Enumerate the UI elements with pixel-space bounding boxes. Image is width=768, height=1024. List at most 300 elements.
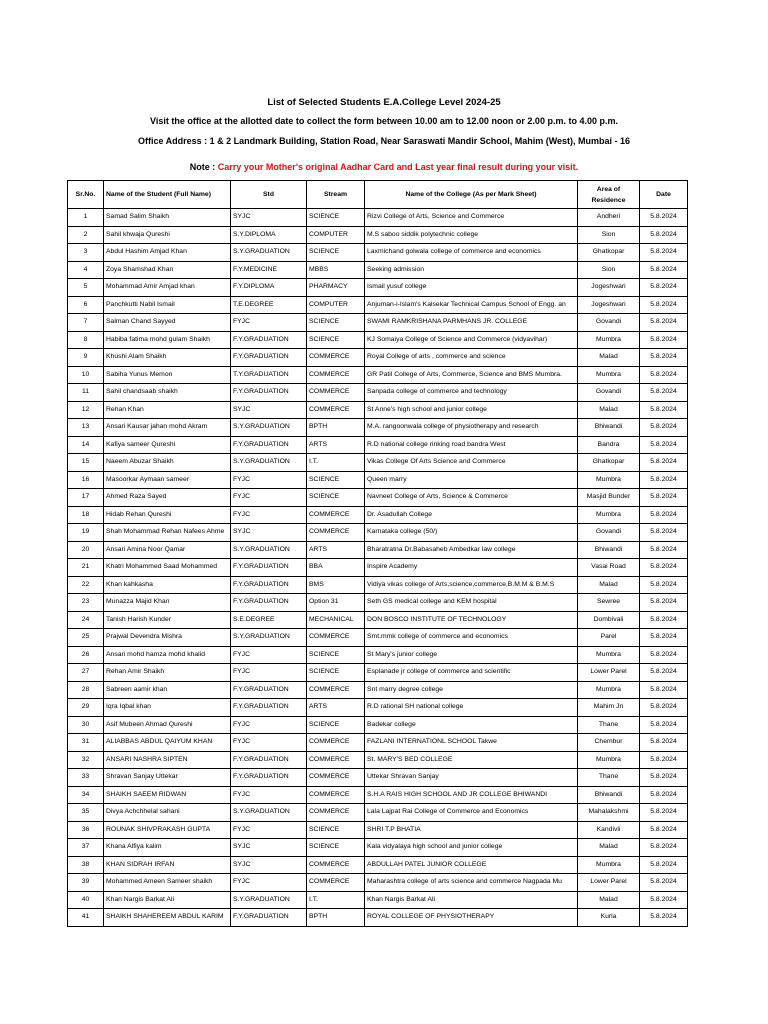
cell-student-name: Masoorkar Aymaan sameer <box>104 471 231 489</box>
cell-date: 5.8.2024 <box>640 909 688 927</box>
cell-stream: Option 31 <box>307 594 365 612</box>
cell-student-name: SHAIKH SHAHEREEM ABDUL KARIM <box>104 909 231 927</box>
cell-student-name: Ansari Amina Noor Qamar <box>104 541 231 559</box>
cell-std: SYJC <box>231 856 307 874</box>
table-row <box>68 804 688 822</box>
cell-student-name: ANSARI NASHRA SIPTEN <box>104 751 231 769</box>
cell-stream: BPTH <box>307 909 365 927</box>
cell-area: Govandi <box>578 524 640 542</box>
cell-std: F.Y.GRADUATION <box>231 751 307 769</box>
cell-date: 5.8.2024 <box>640 349 688 367</box>
cell-stream: COMMERCE <box>307 769 365 787</box>
office-address: Office Address : 1 & 2 Landmark Building, Station Road, Near Saraswati Mandir School, Mahim (West), Mumbai - 16 <box>137 136 631 146</box>
cell-area: Lower Parel <box>578 664 640 682</box>
cell-stream: COMMERCE <box>307 734 365 752</box>
cell-area: Mumbra <box>578 751 640 769</box>
cell-date: 5.8.2024 <box>640 366 688 384</box>
cell-date: 5.8.2024 <box>640 436 688 454</box>
cell-area: Mumbra <box>578 506 640 524</box>
cell-stream: COMMERCE <box>307 751 365 769</box>
cell-student-name: SHAIKH SAEEM RIDWAN <box>104 786 231 804</box>
cell-srno: 27 <box>68 664 104 682</box>
table-row <box>68 331 688 349</box>
cell-college: GR Patil College of Arts, Commerce, Science and BMS Mumbra. <box>365 366 578 384</box>
cell-stream: BMS <box>307 576 365 594</box>
page-title: List of Selected Students E.A.College Level 2024-25 <box>267 97 501 108</box>
cell-date: 5.8.2024 <box>640 646 688 664</box>
cell-area: Thane <box>578 769 640 787</box>
cell-college: Kala vidyalaya high school and junior college <box>365 839 578 857</box>
cell-stream: SCIENCE <box>307 489 365 507</box>
cell-srno: 10 <box>68 366 104 384</box>
cell-std: FYJC <box>231 506 307 524</box>
cell-srno: 32 <box>68 751 104 769</box>
cell-std: F.Y.GRADUATION <box>231 576 307 594</box>
cell-student-name: Abdul Hashim Amjad Khan <box>104 244 231 262</box>
cell-std: S.Y.GRADUATION <box>231 891 307 909</box>
cell-college: ROYAL COLLEGE OF PHYSIOTHERAPY <box>365 909 578 927</box>
cell-stream: SCIENCE <box>307 839 365 857</box>
cell-srno: 35 <box>68 804 104 822</box>
cell-college: St Mary's junior college <box>365 646 578 664</box>
cell-srno: 4 <box>68 261 104 279</box>
cell-date: 5.8.2024 <box>640 384 688 402</box>
cell-stream: SCIENCE <box>307 331 365 349</box>
cell-stream: PHARMACY <box>307 279 365 297</box>
cell-srno: 16 <box>68 471 104 489</box>
cell-student-name: Tanish Harish Kunder <box>104 611 231 629</box>
cell-srno: 40 <box>68 891 104 909</box>
table-row <box>68 699 688 717</box>
cell-srno: 1 <box>68 209 104 227</box>
cell-date: 5.8.2024 <box>640 751 688 769</box>
cell-std: F.Y.DIPLOMA <box>231 279 307 297</box>
table-row <box>68 471 688 489</box>
cell-srno: 28 <box>68 681 104 699</box>
cell-student-name: Kafiya sameer Qureshi <box>104 436 231 454</box>
cell-stream: COMMERCE <box>307 874 365 892</box>
cell-std: F.Y.MEDICINE <box>231 261 307 279</box>
table-row <box>68 366 688 384</box>
cell-stream: I.T. <box>307 891 365 909</box>
table-row <box>68 909 688 927</box>
cell-std: FYJC <box>231 734 307 752</box>
cell-date: 5.8.2024 <box>640 331 688 349</box>
cell-stream: SCIENCE <box>307 716 365 734</box>
table-row <box>68 506 688 524</box>
cell-srno: 23 <box>68 594 104 612</box>
cell-srno: 41 <box>68 909 104 927</box>
cell-std: S.Y.GRADUATION <box>231 541 307 559</box>
cell-srno: 15 <box>68 454 104 472</box>
cell-std: S.Y.GRADUATION <box>231 244 307 262</box>
cell-area: Bandra <box>578 436 640 454</box>
col-header-stream: Stream <box>307 181 365 209</box>
cell-std: T.Y.GRADUATION <box>231 366 307 384</box>
cell-college: M.S saboo siddik polytechnic college <box>365 226 578 244</box>
cell-std: S.Y.GRADUATION <box>231 419 307 437</box>
note-line <box>0 162 768 172</box>
cell-date: 5.8.2024 <box>640 769 688 787</box>
table-row <box>68 664 688 682</box>
cell-college: St Anne's high school and junior college <box>365 401 578 419</box>
cell-area: Dombivali <box>578 611 640 629</box>
cell-date: 5.8.2024 <box>640 839 688 857</box>
cell-srno: 19 <box>68 524 104 542</box>
note-label: Note : <box>189 162 218 172</box>
cell-date: 5.8.2024 <box>640 594 688 612</box>
cell-std: FYJC <box>231 786 307 804</box>
table-row <box>68 279 688 297</box>
table-row <box>68 524 688 542</box>
cell-student-name: Rehan Khan <box>104 401 231 419</box>
cell-student-name: Khushi Alam Shaikh <box>104 349 231 367</box>
table-row <box>68 244 688 262</box>
cell-college: Vikas College Of Arts Science and Commerce <box>365 454 578 472</box>
cell-college: Karnataka college (50/) <box>365 524 578 542</box>
table-row <box>68 436 688 454</box>
cell-date: 5.8.2024 <box>640 629 688 647</box>
table-row <box>68 891 688 909</box>
cell-stream: COMMERCE <box>307 401 365 419</box>
cell-student-name: Iqra Iqbal khan <box>104 699 231 717</box>
cell-college: Maharashtra college of arts science and commerce Nagpada Mu <box>365 874 578 892</box>
table-row <box>68 209 688 227</box>
cell-std: S.Y.GRADUATION <box>231 454 307 472</box>
table-row <box>68 839 688 857</box>
cell-area: Thane <box>578 716 640 734</box>
cell-area: Ghatkopar <box>578 454 640 472</box>
cell-date: 5.8.2024 <box>640 209 688 227</box>
cell-student-name: Mohammad Amir Amjad khan <box>104 279 231 297</box>
cell-student-name: Munazza Majid Khan <box>104 594 231 612</box>
cell-student-name: Ansari mohd hamza mohd khalid <box>104 646 231 664</box>
table-row <box>68 769 688 787</box>
cell-srno: 29 <box>68 699 104 717</box>
cell-stream: MECHANICAL <box>307 611 365 629</box>
selected-students-table <box>67 180 688 927</box>
cell-college: Queen marry <box>365 471 578 489</box>
cell-date: 5.8.2024 <box>640 226 688 244</box>
cell-date: 5.8.2024 <box>640 244 688 262</box>
cell-std: F.Y.GRADUATION <box>231 559 307 577</box>
cell-area: Mumbra <box>578 856 640 874</box>
cell-date: 5.8.2024 <box>640 821 688 839</box>
table-row <box>68 541 688 559</box>
cell-srno: 3 <box>68 244 104 262</box>
cell-std: F.Y.GRADUATION <box>231 384 307 402</box>
cell-student-name: Mohammed Ameen Sameer shaikh <box>104 874 231 892</box>
cell-srno: 5 <box>68 279 104 297</box>
cell-date: 5.8.2024 <box>640 471 688 489</box>
table-row <box>68 681 688 699</box>
cell-area: Mumbra <box>578 331 640 349</box>
cell-stream: ARTS <box>307 436 365 454</box>
cell-student-name: Habiba fatima mohd gulam Shaikh <box>104 331 231 349</box>
cell-stream: ARTS <box>307 541 365 559</box>
cell-college: St. MARY'S BED COLLEGE <box>365 751 578 769</box>
cell-stream: SCIENCE <box>307 646 365 664</box>
col-header-srno: Sr.No. <box>68 181 104 209</box>
cell-std: S.Y.GRADUATION <box>231 804 307 822</box>
cell-std: FYJC <box>231 874 307 892</box>
cell-srno: 31 <box>68 734 104 752</box>
cell-student-name: ROUNAK SHIVPRAKASH GUPTA <box>104 821 231 839</box>
cell-college: Smt.mmk college of commerce and economics <box>365 629 578 647</box>
cell-date: 5.8.2024 <box>640 541 688 559</box>
cell-student-name: Shah Mohammad Rehan Nafees Ahme <box>104 524 231 542</box>
cell-srno: 9 <box>68 349 104 367</box>
cell-std: F.Y.GRADUATION <box>231 699 307 717</box>
cell-date: 5.8.2024 <box>640 699 688 717</box>
cell-college: DON BOSCO INSTITUTE OF TECHNOLOGY <box>365 611 578 629</box>
cell-std: F.Y.GRADUATION <box>231 681 307 699</box>
cell-std: S.Y.DIPLOMA <box>231 226 307 244</box>
cell-stream: BBA <box>307 559 365 577</box>
cell-stream: SCIENCE <box>307 664 365 682</box>
cell-college: R.D rational SH national college <box>365 699 578 717</box>
cell-stream: MBBS <box>307 261 365 279</box>
cell-srno: 2 <box>68 226 104 244</box>
table-row <box>68 751 688 769</box>
cell-std: T.E.DEGREE <box>231 296 307 314</box>
cell-area: Jogeshwari <box>578 279 640 297</box>
cell-area: Ghatkopar <box>578 244 640 262</box>
table-row <box>68 786 688 804</box>
cell-date: 5.8.2024 <box>640 401 688 419</box>
col-header-area: Area of Residence <box>578 181 640 209</box>
cell-srno: 34 <box>68 786 104 804</box>
cell-date: 5.8.2024 <box>640 296 688 314</box>
cell-area: Malad <box>578 891 640 909</box>
table-header-row <box>68 181 688 209</box>
cell-std: SYJC <box>231 524 307 542</box>
cell-area: Kandivli <box>578 821 640 839</box>
cell-std: FYJC <box>231 471 307 489</box>
cell-stream: SCIENCE <box>307 471 365 489</box>
cell-area: Bhiwandi <box>578 786 640 804</box>
cell-stream: BPTH <box>307 419 365 437</box>
cell-date: 5.8.2024 <box>640 524 688 542</box>
cell-date: 5.8.2024 <box>640 856 688 874</box>
table-row <box>68 716 688 734</box>
cell-college: Inspire Academy <box>365 559 578 577</box>
col-header-college: Name of the College (As per Mark Sheet) <box>365 181 578 209</box>
cell-college: Seeking admission <box>365 261 578 279</box>
cell-student-name: Sahil chandsaab shaikh <box>104 384 231 402</box>
cell-college: KJ Somaiya College of Science and Commerce (vidyavihar) <box>365 331 578 349</box>
cell-college: FAZLANI INTERNATIONL SCHOOL Takwe <box>365 734 578 752</box>
cell-stream: SCIENCE <box>307 244 365 262</box>
table-row <box>68 874 688 892</box>
table-row <box>68 559 688 577</box>
cell-srno: 37 <box>68 839 104 857</box>
cell-srno: 25 <box>68 629 104 647</box>
cell-area: Jogeshwari <box>578 296 640 314</box>
cell-stream: COMMERCE <box>307 786 365 804</box>
cell-srno: 7 <box>68 314 104 332</box>
table-row <box>68 296 688 314</box>
cell-student-name: Zoya Shamshad Khan <box>104 261 231 279</box>
cell-student-name: Samad Salim Shaikh <box>104 209 231 227</box>
cell-srno: 6 <box>68 296 104 314</box>
cell-date: 5.8.2024 <box>640 559 688 577</box>
cell-srno: 18 <box>68 506 104 524</box>
cell-date: 5.8.2024 <box>640 611 688 629</box>
cell-student-name: Sahil khwaja Qureshi <box>104 226 231 244</box>
cell-college: S.H.A RAIS HIGH SCHOOL AND JR COLLEGE BHIWANDI <box>365 786 578 804</box>
cell-area: Malad <box>578 576 640 594</box>
cell-stream: SCIENCE <box>307 821 365 839</box>
cell-stream: SCIENCE <box>307 314 365 332</box>
cell-std: F.Y.GRADUATION <box>231 909 307 927</box>
cell-student-name: Prajwal Devendra Mishra <box>104 629 231 647</box>
cell-stream: COMPUTER <box>307 296 365 314</box>
cell-stream: COMMERCE <box>307 629 365 647</box>
cell-area: Kurla <box>578 909 640 927</box>
cell-std: FYJC <box>231 716 307 734</box>
cell-college: Sanpada college of commerce and technology <box>365 384 578 402</box>
cell-date: 5.8.2024 <box>640 681 688 699</box>
cell-college: R.D national college rinking road bandra West <box>365 436 578 454</box>
cell-area: Andheri <box>578 209 640 227</box>
cell-area: Bhiwandi <box>578 541 640 559</box>
cell-stream: COMMERCE <box>307 681 365 699</box>
cell-date: 5.8.2024 <box>640 786 688 804</box>
cell-area: Bhiwandi <box>578 419 640 437</box>
cell-date: 5.8.2024 <box>640 506 688 524</box>
cell-college: ABDULLAH PATEL JUNIOR COLLEGE <box>365 856 578 874</box>
cell-college: Vidiya vikas college of Arts,science,commerce,B.M.M & B.M.S <box>365 576 578 594</box>
cell-stream: COMMERCE <box>307 366 365 384</box>
cell-srno: 13 <box>68 419 104 437</box>
cell-student-name: Khana Alfiya kalim <box>104 839 231 857</box>
cell-student-name: Ansari Kausar jahan mohd Akram <box>104 419 231 437</box>
table-row <box>68 489 688 507</box>
cell-srno: 21 <box>68 559 104 577</box>
cell-date: 5.8.2024 <box>640 576 688 594</box>
cell-stream: COMPUTER <box>307 226 365 244</box>
table-row <box>68 226 688 244</box>
cell-area: Mumbra <box>578 471 640 489</box>
cell-srno: 26 <box>68 646 104 664</box>
cell-date: 5.8.2024 <box>640 279 688 297</box>
cell-std: SYJC <box>231 839 307 857</box>
cell-stream: COMMERCE <box>307 349 365 367</box>
cell-area: Sion <box>578 261 640 279</box>
table-row <box>68 314 688 332</box>
cell-college: SWAMI RAMKRISHANA PARMHANS JR. COLLEGE <box>365 314 578 332</box>
cell-college: Rizvi College of Arts, Science and Commerce <box>365 209 578 227</box>
cell-area: Lower Parel <box>578 874 640 892</box>
cell-stream: SCIENCE <box>307 209 365 227</box>
cell-college: Dr. Asadullah College <box>365 506 578 524</box>
cell-college: Ismail yusuf college <box>365 279 578 297</box>
cell-std: SYJC <box>231 401 307 419</box>
cell-date: 5.8.2024 <box>640 314 688 332</box>
col-header-std: Std <box>231 181 307 209</box>
cell-srno: 30 <box>68 716 104 734</box>
cell-college: M.A. rangoonwala college of physiotherapy and research <box>365 419 578 437</box>
cell-area: Parel <box>578 629 640 647</box>
table-row <box>68 646 688 664</box>
cell-srno: 14 <box>68 436 104 454</box>
cell-std: F.Y.GRADUATION <box>231 769 307 787</box>
cell-std: FYJC <box>231 489 307 507</box>
cell-area: Masjid Bunder <box>578 489 640 507</box>
cell-std: FYJC <box>231 646 307 664</box>
cell-student-name: Rehan Amir Shaikh <box>104 664 231 682</box>
cell-area: Mahalakshmi <box>578 804 640 822</box>
cell-std: SYJC <box>231 209 307 227</box>
cell-area: Malad <box>578 839 640 857</box>
cell-area: Vasai Road <box>578 559 640 577</box>
cell-area: Govandi <box>578 384 640 402</box>
table-row <box>68 576 688 594</box>
cell-student-name: Sabreen aamir khan <box>104 681 231 699</box>
cell-std: FYJC <box>231 821 307 839</box>
cell-srno: 33 <box>68 769 104 787</box>
cell-srno: 11 <box>68 384 104 402</box>
cell-area: Mumbra <box>578 366 640 384</box>
cell-college: Esplanade jr college of commerce and scientific <box>365 664 578 682</box>
table-row <box>68 261 688 279</box>
table-row <box>68 454 688 472</box>
cell-date: 5.8.2024 <box>640 716 688 734</box>
col-header-date: Date <box>640 181 688 209</box>
cell-std: F.Y.GRADUATION <box>231 331 307 349</box>
cell-student-name: ALIABBAS ABDUL QAIYUM KHAN <box>104 734 231 752</box>
cell-srno: 17 <box>68 489 104 507</box>
table-row <box>68 349 688 367</box>
cell-date: 5.8.2024 <box>640 664 688 682</box>
cell-college: Snt marry degree college <box>365 681 578 699</box>
cell-student-name: Asif Mubeen Ahmad Qureshi <box>104 716 231 734</box>
cell-date: 5.8.2024 <box>640 419 688 437</box>
cell-date: 5.8.2024 <box>640 891 688 909</box>
cell-student-name: Shravan Sanjay Uttekar <box>104 769 231 787</box>
cell-date: 5.8.2024 <box>640 261 688 279</box>
cell-srno: 36 <box>68 821 104 839</box>
cell-college: SHRI T.P BHATIA <box>365 821 578 839</box>
cell-student-name: Hidab Rehan Qureshi <box>104 506 231 524</box>
cell-std: F.Y.GRADUATION <box>231 436 307 454</box>
cell-date: 5.8.2024 <box>640 734 688 752</box>
table-row <box>68 401 688 419</box>
cell-student-name: Sabiha Yunus Memon <box>104 366 231 384</box>
cell-student-name: Naeem Abuzar Shaikh <box>104 454 231 472</box>
cell-stream: COMMERCE <box>307 384 365 402</box>
cell-student-name: Khan Nargis Barkat Ali <box>104 891 231 909</box>
table-row <box>68 629 688 647</box>
cell-area: Mahim Jn <box>578 699 640 717</box>
cell-stream: COMMERCE <box>307 804 365 822</box>
cell-srno: 39 <box>68 874 104 892</box>
cell-area: Sion <box>578 226 640 244</box>
cell-stream: ARTS <box>307 699 365 717</box>
note-text: Carry your Mother's original Aadhar Card and Last year final result during your visit. <box>217 162 579 172</box>
cell-college: Royal College of arts , commerce and science <box>365 349 578 367</box>
cell-college: Khan Nargis Barkat Ali <box>365 891 578 909</box>
cell-std: F.Y.GRADUATION <box>231 349 307 367</box>
cell-college: Lala Lajpat Rai College of Commerce and Economics <box>365 804 578 822</box>
table-row <box>68 594 688 612</box>
cell-area: Govandi <box>578 314 640 332</box>
visit-instructions: Visit the office at the allotted date to collect the form between 10.00 am to 12.00 noon or 2.00 p.m. to 4.00 p.m. <box>150 116 618 126</box>
cell-srno: 24 <box>68 611 104 629</box>
cell-college: Navneet College of Arts, Science & Commerce <box>365 489 578 507</box>
cell-college: Seth GS medical college and KEM hospital <box>365 594 578 612</box>
